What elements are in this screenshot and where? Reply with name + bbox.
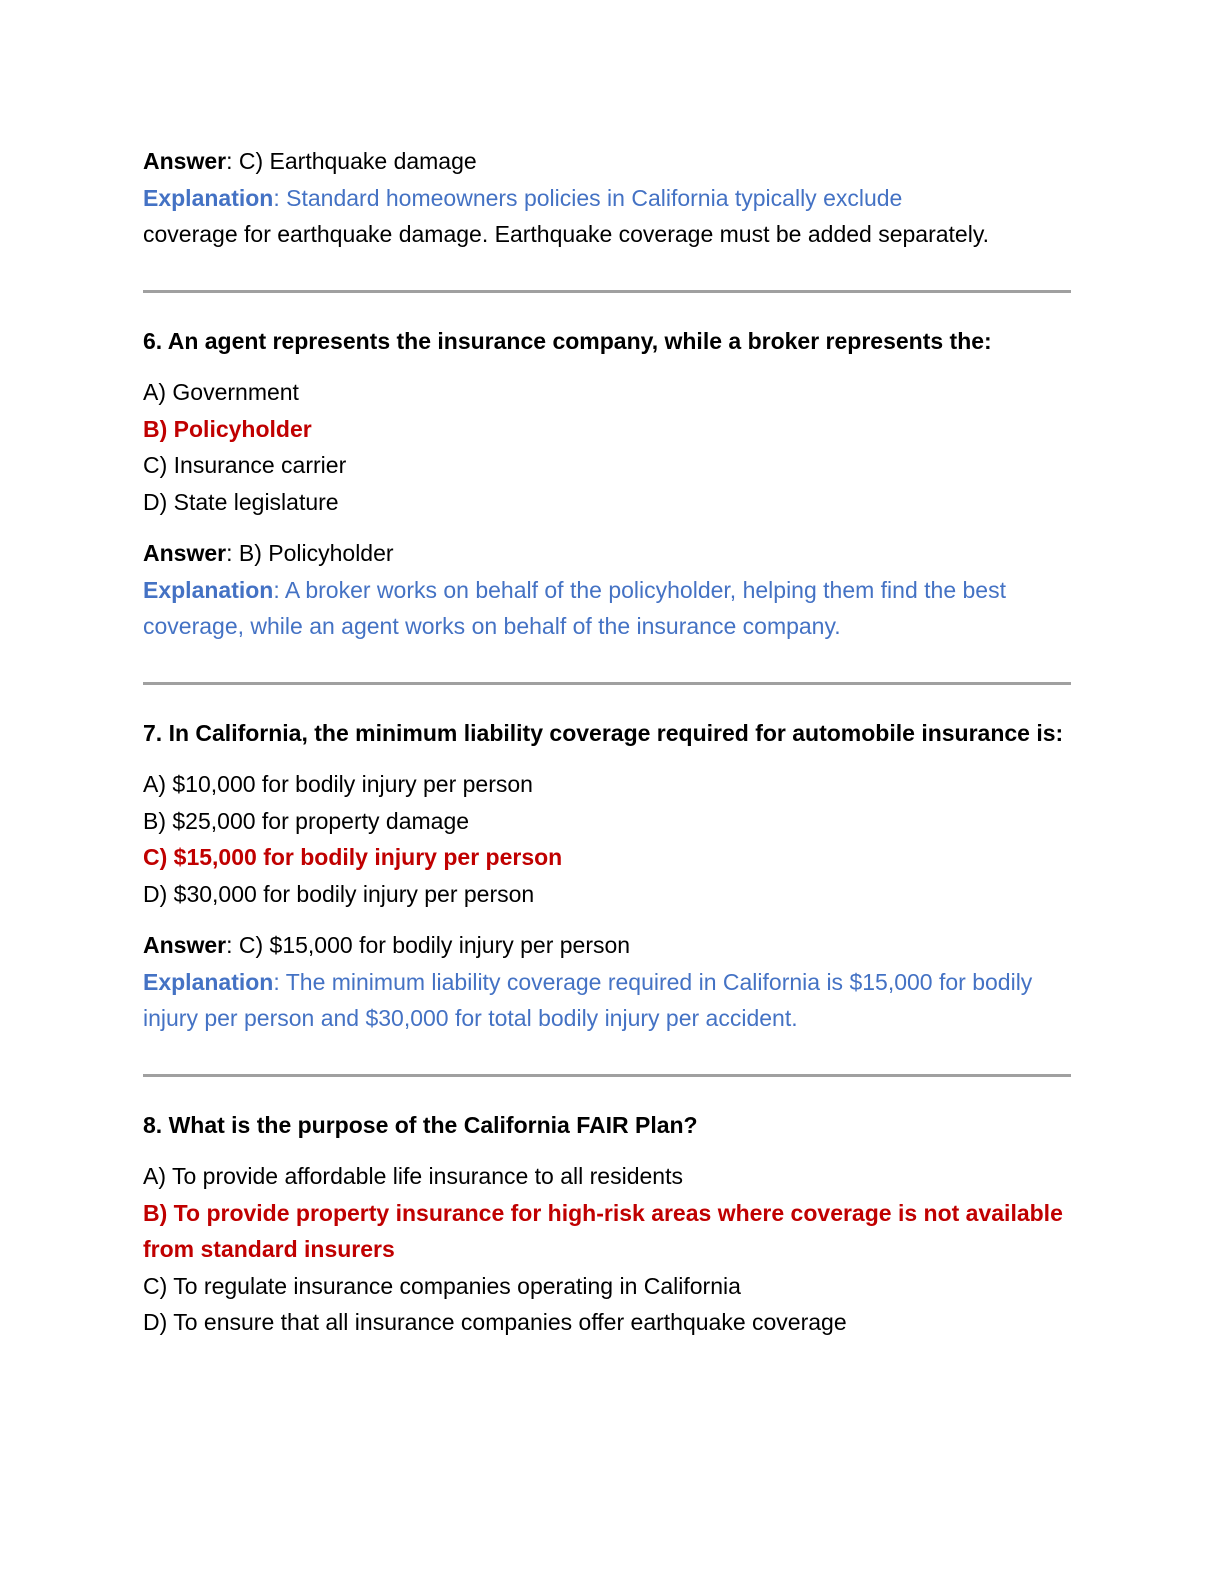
option-c: C) Insurance carrier — [143, 452, 347, 478]
option-d: D) To ensure that all insurance companies offer earthquake coverage — [143, 1309, 847, 1335]
option-a: A) Government — [143, 379, 299, 405]
explanation-line — [143, 180, 1071, 253]
answer-value: : C) $15,000 for bodily injury per person — [226, 932, 631, 958]
answer-label: Answer — [143, 148, 227, 174]
question-text: 8. What is the purpose of the California FAIR Plan? — [143, 1111, 698, 1138]
explanation-text: : The minimum liability coverage required in California is $15,000 for bodily injury per person and $30,000 for total bodily injury per accident. — [143, 968, 1033, 1031]
option-b-correct: B) To provide property insurance for high-risk areas where coverage is not available from standard insurers — [143, 1199, 1063, 1262]
explanation-label: Explanation — [143, 184, 274, 211]
options-list — [143, 1158, 1071, 1341]
option-b-correct: B) Policyholder — [143, 415, 312, 442]
explanation-text-rest: coverage for earthquake damage. Earthquake coverage must be added separately. — [143, 221, 990, 247]
answer-line — [143, 927, 1071, 964]
section-divider — [143, 682, 1071, 685]
explanation-line — [143, 964, 1071, 1037]
question-block-8 — [143, 1107, 1071, 1341]
option-c: C) To regulate insurance companies operating in California — [143, 1272, 741, 1299]
answer-line — [143, 143, 1071, 180]
question-block-6 — [143, 323, 1071, 645]
option-a: A) To provide affordable life insurance to all residents — [143, 1163, 683, 1189]
explanation-label: Explanation — [143, 576, 274, 603]
question-text: 6. An agent represents the insurance company, while a broker represents the: — [143, 327, 992, 354]
explanation-line — [143, 572, 1071, 645]
document-page — [143, 143, 1071, 1356]
question-block-7 — [143, 715, 1071, 1037]
question-text: 7. In California, the minimum liability coverage required for automobile insurance is: — [143, 719, 1064, 746]
option-c-correct: C) $15,000 for bodily injury per person — [143, 844, 563, 870]
options-list — [143, 766, 1071, 912]
answer-label: Answer — [143, 932, 227, 958]
option-a: A) $10,000 for bodily injury per person — [143, 771, 533, 797]
answer-block-5 — [143, 143, 1071, 253]
answer-line — [143, 535, 1071, 572]
answer-value: : B) Policyholder — [226, 540, 394, 566]
explanation-text-blue: : Standard homeowners policies in California typically exclude — [273, 184, 903, 211]
option-b: B) $25,000 for property damage — [143, 807, 470, 834]
option-d: D) $30,000 for bodily injury per person — [143, 880, 535, 907]
options-list — [143, 374, 1071, 520]
answer-label: Answer — [143, 540, 227, 566]
section-divider — [143, 1074, 1071, 1077]
explanation-text: : A broker works on behalf of the policyholder, helping them find the best coverage, while an agent works on behalf of the insurance company. — [143, 576, 1006, 639]
section-divider — [143, 290, 1071, 293]
explanation-label: Explanation — [143, 968, 274, 995]
answer-value: : C) Earthquake damage — [226, 148, 477, 174]
option-d: D) State legislature — [143, 488, 339, 515]
